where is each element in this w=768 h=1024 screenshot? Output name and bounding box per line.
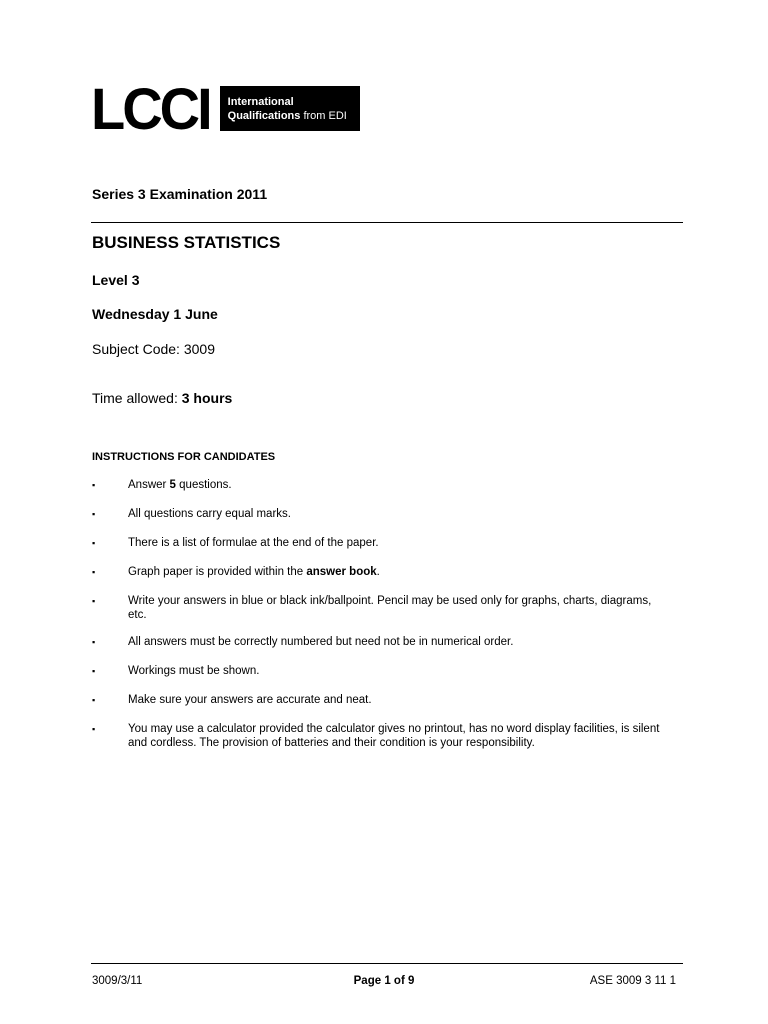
instruction-text: Answer <box>128 479 170 491</box>
time-allowed-value: 3 hours <box>181 390 233 406</box>
instruction-text: You may use a calculator provided the calculator gives no printout, has no word display facilities, is silent and cordless. The provision of batteries and their condition is your responsibility. <box>128 723 660 749</box>
time-allowed <box>92 390 232 406</box>
bullet-icon: ▪ <box>92 567 96 577</box>
instruction-text: Make sure your answers are accurate and neat. <box>128 694 372 706</box>
bullet-icon: ▪ <box>92 724 96 734</box>
logo-mark: LCCI <box>91 75 210 142</box>
instruction-text-end: . <box>376 566 380 578</box>
logo-tagline-bold: Qualifications <box>227 109 301 122</box>
exam-series: Series 3 Examination 2011 <box>92 186 268 202</box>
instruction-text: Workings must be shown. <box>128 665 260 677</box>
bullet-icon: ▪ <box>92 509 96 519</box>
instruction-text: There is a list of formulae at the end of the paper. <box>128 537 379 549</box>
instruction-emphasis: answer book <box>306 566 377 578</box>
instruction-text-end: questions. <box>175 479 232 491</box>
subject-code: Subject Code: 3009 <box>92 341 215 357</box>
instruction-item <box>92 722 672 750</box>
logo-tagline-box <box>220 86 360 131</box>
instruction-item <box>92 693 672 707</box>
instructions-heading: INSTRUCTIONS FOR CANDIDATES <box>92 451 276 463</box>
instruction-item <box>92 664 672 678</box>
instructions-list <box>92 478 672 750</box>
instruction-emphasis: 5 <box>169 479 176 491</box>
footer-divider <box>91 963 683 964</box>
exam-level: Level 3 <box>92 272 140 288</box>
bullet-icon: ▪ <box>92 480 96 490</box>
instruction-text: All questions carry equal marks. <box>128 508 291 520</box>
header-divider <box>91 222 683 223</box>
time-allowed-label: Time allowed: <box>92 390 182 406</box>
footer-reference: ASE 3009 3 11 1 <box>589 975 676 987</box>
instruction-item <box>92 478 672 492</box>
logo-tagline-line2 <box>228 109 352 123</box>
instruction-text: Graph paper is provided within the <box>128 566 307 578</box>
footer-page-number: Page 1 of 9 <box>353 975 415 987</box>
bullet-icon: ▪ <box>92 538 96 548</box>
bullet-icon: ▪ <box>92 666 96 676</box>
logo-tagline-rest: from EDI <box>300 109 347 122</box>
instruction-item <box>92 635 672 649</box>
lcci-logo <box>91 75 360 142</box>
instruction-text: Write your answers in blue or black ink/ballpoint. Pencil may be used only for graphs, charts, diagrams, etc. <box>128 595 652 621</box>
subject-title: BUSINESS STATISTICS <box>92 233 281 252</box>
exam-date: Wednesday 1 June <box>92 306 218 322</box>
bullet-icon: ▪ <box>92 695 96 705</box>
instruction-item <box>92 536 672 550</box>
logo-tagline-line1: International <box>227 95 294 108</box>
footer-paper-code: 3009/3/11 <box>92 975 143 987</box>
instruction-item <box>92 565 672 579</box>
bullet-icon: ▪ <box>92 637 96 647</box>
instruction-text: All answers must be correctly numbered but need not be in numerical order. <box>128 636 514 648</box>
bullet-icon: ▪ <box>92 596 96 606</box>
instruction-item <box>92 594 672 622</box>
instruction-item <box>92 507 672 521</box>
